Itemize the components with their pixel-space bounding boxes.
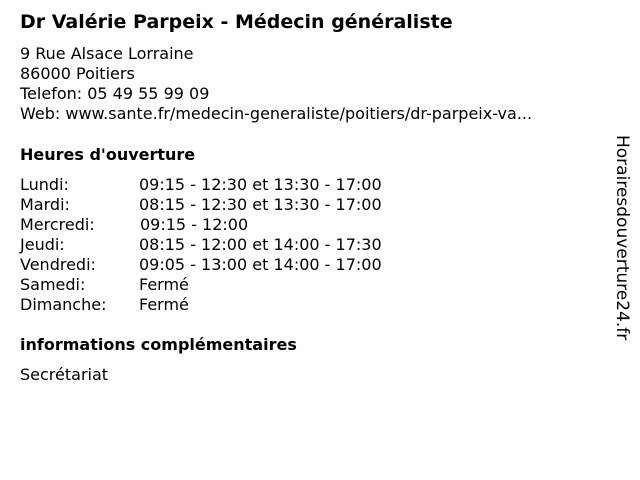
day-label: Mercredi:: [20, 215, 95, 234]
extra-info-text: Secrétariat: [20, 365, 109, 384]
city-postal: 86000 Poitiers: [20, 64, 135, 83]
day-label: Vendredi:: [20, 255, 96, 274]
time-value: 09:15 - 12:00: [140, 215, 249, 234]
website-url: Web: www.sante.fr/medecin-generaliste/poitiers/dr-parpeix-va...: [20, 104, 533, 123]
time-value: 09:15 - 12:30 et 13:30 - 17:00: [139, 175, 382, 194]
extra-info-heading: informations complémentaires: [20, 335, 297, 354]
day-label: Mardi:: [20, 195, 70, 214]
time-value: 08:15 - 12:30 et 13:30 - 17:00: [139, 195, 382, 214]
phone-number: Telefon: 05 49 55 99 09: [20, 84, 210, 103]
site-watermark: Horairesdouverture24.fr: [612, 135, 632, 341]
day-label: Lundi:: [20, 175, 69, 194]
time-value: 08:15 - 12:00 et 14:00 - 17:30: [139, 235, 382, 254]
contact-block: [20, 44, 532, 124]
day-label: Jeudi:: [20, 235, 65, 254]
hours-heading: Heures d'ouverture: [20, 145, 196, 164]
day-label: Dimanche:: [20, 295, 107, 314]
page-title: Dr Valérie Parpeix - Médecin généraliste: [20, 11, 453, 33]
street-address: 9 Rue Alsace Lorraine: [20, 44, 194, 63]
time-value: Fermé: [139, 275, 189, 294]
day-label: Samedi:: [20, 275, 86, 294]
time-value: Fermé: [139, 295, 189, 314]
time-value: 09:05 - 13:00 et 14:00 - 17:00: [139, 255, 382, 274]
